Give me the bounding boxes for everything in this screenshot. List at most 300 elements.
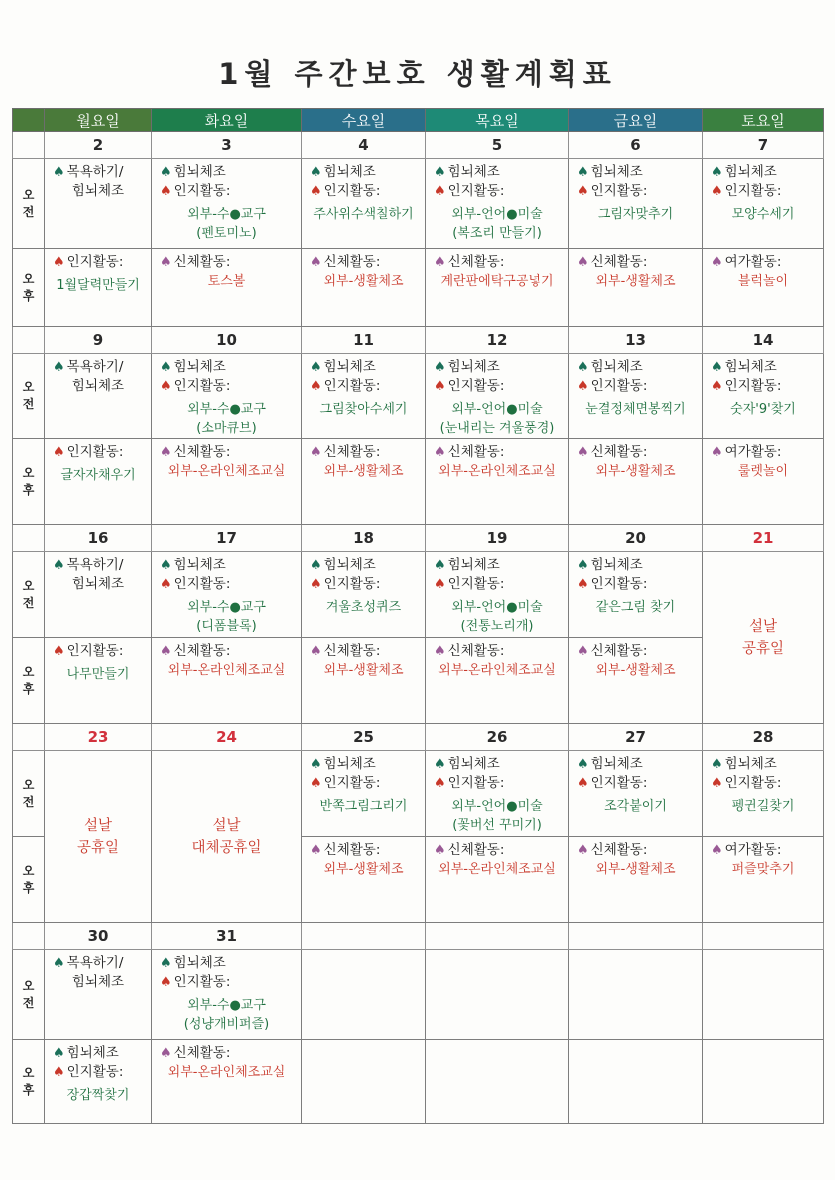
spade-red-icon: ♠ bbox=[577, 776, 589, 791]
activity-detail: (소마큐브) bbox=[196, 421, 257, 436]
period-char: 후 bbox=[22, 482, 35, 497]
activity-label: 인지활동: bbox=[173, 183, 231, 199]
morning-label bbox=[13, 159, 45, 249]
holiday-cell bbox=[45, 751, 152, 923]
activity-label: 신체활동: bbox=[323, 254, 381, 270]
spade-green-icon: ♠ bbox=[160, 558, 172, 573]
activity-label: 인지활동: bbox=[447, 775, 505, 791]
schedule-cell bbox=[302, 1040, 426, 1124]
activity-detail: 조각붙이기 bbox=[604, 799, 667, 814]
schedule-cell bbox=[302, 638, 426, 724]
morning-label bbox=[13, 950, 45, 1040]
period-char: 전 bbox=[22, 995, 35, 1010]
activity-label: 힘뇌체조 bbox=[173, 955, 226, 971]
activity bbox=[45, 249, 151, 295]
activity bbox=[569, 950, 702, 954]
schedule-cell bbox=[152, 439, 302, 525]
activity bbox=[302, 552, 425, 617]
activity-label: 인지활동: bbox=[323, 378, 381, 394]
date-cell: 21 bbox=[703, 525, 824, 552]
spade-red-icon: ♠ bbox=[160, 577, 172, 592]
schedule-cell bbox=[302, 552, 426, 638]
activity-detail: 외부-언어●미술 bbox=[451, 600, 543, 615]
activity-line bbox=[160, 358, 299, 377]
period-char: 후 bbox=[22, 681, 35, 696]
activity-line bbox=[53, 954, 149, 973]
activity bbox=[426, 249, 568, 291]
activity-label: 힘뇌체조 bbox=[323, 359, 376, 375]
activity bbox=[703, 1040, 823, 1044]
activity-line bbox=[434, 358, 566, 377]
spade-green-icon: ♠ bbox=[53, 165, 65, 180]
spade-red-icon: ♠ bbox=[160, 379, 172, 394]
spade-red-icon: ♠ bbox=[711, 776, 723, 791]
schedule-cell bbox=[152, 552, 302, 638]
activity-line bbox=[434, 575, 566, 594]
activity bbox=[45, 354, 151, 396]
activity-label: 인지활동: bbox=[173, 974, 231, 990]
period-char: 전 bbox=[22, 204, 35, 219]
date-cell: 3 bbox=[152, 132, 302, 159]
date-cell bbox=[426, 923, 569, 950]
activity bbox=[426, 638, 568, 680]
activity bbox=[45, 552, 151, 594]
schedule-cell bbox=[569, 950, 703, 1040]
activity-line bbox=[711, 377, 821, 396]
activity-line bbox=[434, 556, 566, 575]
activity-detail: 외부-수●교구 bbox=[187, 207, 266, 222]
activity bbox=[569, 638, 702, 680]
period-char: 후 bbox=[22, 1082, 35, 1097]
activity bbox=[569, 159, 702, 224]
activity-detail: 외부-생활체조 bbox=[595, 274, 676, 289]
activity bbox=[302, 1040, 425, 1044]
activity bbox=[426, 837, 568, 879]
activity-label: 힘뇌체조 bbox=[447, 557, 500, 573]
schedule-cell bbox=[152, 1040, 302, 1124]
activity-detail: 그림자맞추기 bbox=[597, 207, 674, 222]
spade-green-icon: ♠ bbox=[577, 558, 589, 573]
spade-purple-icon: ♠ bbox=[310, 445, 322, 460]
weekday-header: 토요일 bbox=[703, 109, 824, 132]
activity-line bbox=[160, 954, 299, 973]
spade-green-icon: ♠ bbox=[53, 956, 65, 971]
activity-label: 인지활동: bbox=[66, 643, 124, 659]
schedule-cell bbox=[302, 249, 426, 327]
activity-label: 인지활동: bbox=[590, 576, 648, 592]
activity-label: 신체활동: bbox=[447, 254, 505, 270]
afternoon-label bbox=[13, 837, 45, 923]
activity-detail: 펭귄길찾기 bbox=[731, 799, 795, 814]
schedule-cell bbox=[426, 159, 569, 249]
activity-label: 여가활동: bbox=[724, 444, 782, 460]
activity-label: 신체활동: bbox=[447, 444, 505, 460]
spade-red-icon: ♠ bbox=[160, 975, 172, 990]
spade-red-icon: ♠ bbox=[577, 577, 589, 592]
activity-label: 인지활동: bbox=[724, 378, 782, 394]
activity bbox=[569, 439, 702, 481]
schedule-cell bbox=[45, 249, 152, 327]
activity-detail: 외부-수●교구 bbox=[187, 402, 266, 417]
schedule-table bbox=[12, 108, 824, 1124]
spade-green-icon: ♠ bbox=[53, 1046, 65, 1061]
activity-line bbox=[53, 556, 149, 575]
spade-red-icon: ♠ bbox=[53, 644, 65, 659]
schedule-cell bbox=[302, 751, 426, 837]
schedule-cell bbox=[569, 837, 703, 923]
activity-label: 인지활동: bbox=[590, 183, 648, 199]
schedule-cell bbox=[703, 249, 824, 327]
activity bbox=[152, 159, 301, 243]
activity-line bbox=[577, 182, 700, 201]
activity-line bbox=[160, 377, 299, 396]
holiday-label: 설날 bbox=[212, 817, 241, 834]
activity-label: 인지활동: bbox=[724, 183, 782, 199]
schedule-cell bbox=[703, 950, 824, 1040]
date-corner bbox=[13, 327, 45, 354]
activity-line bbox=[310, 182, 423, 201]
activity-line bbox=[310, 253, 423, 272]
date-row bbox=[13, 327, 824, 354]
activity-detail: 장갑짝찾기 bbox=[66, 1088, 130, 1103]
activity bbox=[45, 1040, 151, 1105]
activity bbox=[152, 439, 301, 481]
activity-detail: 눈결정체면봉찍기 bbox=[585, 402, 686, 417]
activity-label: 신체활동: bbox=[323, 444, 381, 460]
activity-label: 힘뇌체조 bbox=[323, 756, 376, 772]
activity-line bbox=[160, 443, 299, 462]
activity-line bbox=[434, 443, 566, 462]
activity-label: 목욕하기/ bbox=[66, 557, 124, 573]
spade-purple-icon: ♠ bbox=[711, 843, 723, 858]
activity-line bbox=[310, 575, 423, 594]
date-cell: 13 bbox=[569, 327, 703, 354]
spade-green-icon: ♠ bbox=[434, 360, 446, 375]
activity-line bbox=[711, 163, 821, 182]
schedule-cell bbox=[569, 439, 703, 525]
activity-detail: 같은그림 찾기 bbox=[595, 600, 676, 615]
activity bbox=[569, 1040, 702, 1044]
period-char: 전 bbox=[22, 397, 35, 411]
activity-line bbox=[577, 253, 700, 272]
date-cell: 5 bbox=[426, 132, 569, 159]
activity-line bbox=[577, 755, 700, 774]
activity bbox=[302, 638, 425, 680]
spade-purple-icon: ♠ bbox=[160, 1046, 172, 1061]
spade-green-icon: ♠ bbox=[53, 558, 65, 573]
afternoon-row bbox=[13, 1040, 824, 1124]
activity-label: 신체활동: bbox=[447, 643, 505, 659]
period-char: 오 bbox=[22, 578, 35, 593]
holiday-cell bbox=[152, 751, 302, 923]
spade-red-icon: ♠ bbox=[711, 379, 723, 394]
activity-detail: (성냥개비퍼즐) bbox=[183, 1017, 270, 1032]
spade-purple-icon: ♠ bbox=[310, 644, 322, 659]
activity-detail: 외부-온라인체조교실 bbox=[167, 1065, 286, 1080]
holiday-label: 공휴일 bbox=[76, 839, 120, 856]
schedule-cell bbox=[302, 159, 426, 249]
schedule-cell bbox=[703, 751, 824, 837]
activity bbox=[302, 354, 425, 419]
date-cell: 19 bbox=[426, 525, 569, 552]
date-cell bbox=[569, 923, 703, 950]
schedule-cell bbox=[152, 354, 302, 439]
afternoon-label bbox=[13, 638, 45, 724]
activity-line bbox=[53, 1063, 149, 1082]
spade-purple-icon: ♠ bbox=[434, 843, 446, 858]
activity-detail: 반쪽그림그리기 bbox=[319, 799, 408, 814]
date-corner bbox=[13, 525, 45, 552]
activity-line bbox=[310, 755, 423, 774]
date-corner bbox=[13, 923, 45, 950]
spade-purple-icon: ♠ bbox=[310, 255, 322, 270]
schedule-cell bbox=[302, 354, 426, 439]
activity-label: 인지활동: bbox=[447, 183, 505, 199]
spade-green-icon: ♠ bbox=[711, 360, 723, 375]
activity bbox=[569, 751, 702, 816]
activity-line bbox=[434, 774, 566, 793]
activity-line bbox=[310, 163, 423, 182]
activity bbox=[426, 1040, 568, 1044]
schedule-cell bbox=[152, 249, 302, 327]
spade-red-icon: ♠ bbox=[310, 577, 322, 592]
spade-red-icon: ♠ bbox=[434, 577, 446, 592]
activity-detail: 외부-온라인체조교실 bbox=[438, 663, 556, 678]
morning-row bbox=[13, 159, 824, 249]
activity-line bbox=[53, 253, 149, 272]
activity-label: 신체활동: bbox=[173, 254, 231, 270]
spade-green-icon: ♠ bbox=[310, 165, 322, 180]
spade-green-icon: ♠ bbox=[310, 360, 322, 375]
activity-label: 힘뇌체조 bbox=[724, 756, 777, 772]
activity-detail: 외부-수●교구 bbox=[187, 600, 266, 615]
weekday-header: 금요일 bbox=[569, 109, 703, 132]
morning-label bbox=[13, 354, 45, 439]
holiday-label: 대체공휴일 bbox=[191, 839, 262, 856]
activity-line bbox=[434, 841, 566, 860]
activity-label: 힘뇌체조 bbox=[590, 756, 643, 772]
spade-red-icon: ♠ bbox=[434, 776, 446, 791]
activity bbox=[426, 439, 568, 481]
activity-line bbox=[577, 575, 700, 594]
activity-detail: 외부-생활체조 bbox=[595, 862, 676, 877]
activity-line bbox=[53, 1044, 149, 1063]
activity-label: 힘뇌체조 bbox=[323, 164, 376, 180]
spade-purple-icon: ♠ bbox=[577, 255, 589, 270]
date-cell bbox=[302, 923, 426, 950]
spade-red-icon: ♠ bbox=[577, 184, 589, 199]
schedule-cell bbox=[45, 439, 152, 525]
activity bbox=[152, 354, 301, 438]
date-cell: 28 bbox=[703, 724, 824, 751]
afternoon-label bbox=[13, 1040, 45, 1124]
spade-red-icon: ♠ bbox=[53, 255, 65, 270]
header-corner bbox=[13, 109, 45, 132]
activity-label: 힘뇌체조 bbox=[173, 359, 226, 375]
weekday-header: 목요일 bbox=[426, 109, 569, 132]
spade-red-icon: ♠ bbox=[577, 379, 589, 394]
date-cell: 23 bbox=[45, 724, 152, 751]
date-cell: 7 bbox=[703, 132, 824, 159]
period-char: 오 bbox=[22, 187, 35, 202]
holiday-cell bbox=[703, 552, 824, 724]
activity-line bbox=[310, 642, 423, 661]
activity-line bbox=[160, 642, 299, 661]
schedule-cell bbox=[569, 354, 703, 439]
activity-label: 인지활동: bbox=[173, 576, 231, 592]
spade-purple-icon: ♠ bbox=[160, 255, 172, 270]
schedule-cell bbox=[45, 552, 152, 638]
activity-line bbox=[577, 841, 700, 860]
date-cell: 26 bbox=[426, 724, 569, 751]
activity-line bbox=[577, 642, 700, 661]
morning-row bbox=[13, 552, 824, 638]
activity-label: 신체활동: bbox=[447, 842, 505, 858]
activity-detail: 외부-온라인체조교실 bbox=[438, 862, 556, 877]
activity-label: 인지활동: bbox=[724, 775, 782, 791]
holiday-label: 설날 bbox=[748, 618, 777, 635]
activity-detail: 외부-생활체조 bbox=[323, 862, 404, 877]
activity-line bbox=[577, 774, 700, 793]
activity-detail: 퍼즐맞추기 bbox=[731, 862, 795, 877]
schedule-cell bbox=[569, 638, 703, 724]
schedule-cell bbox=[703, 159, 824, 249]
activity bbox=[45, 439, 151, 485]
activity bbox=[426, 354, 568, 438]
spade-purple-icon: ♠ bbox=[577, 445, 589, 460]
activity-label: 인지활동: bbox=[590, 378, 648, 394]
date-cell: 31 bbox=[152, 923, 302, 950]
activity-label: 힘뇌체조 bbox=[724, 359, 777, 375]
activity-detail: 외부-온라인체조교실 bbox=[167, 663, 286, 678]
activity-detail: 숫자'9'찾기 bbox=[730, 402, 796, 417]
activity-label: 신체활동: bbox=[173, 1045, 231, 1061]
activity-detail: (눈내리는 겨울풍경) bbox=[439, 421, 555, 436]
schedule-cell bbox=[426, 249, 569, 327]
spade-green-icon: ♠ bbox=[711, 165, 723, 180]
activity-line bbox=[310, 443, 423, 462]
activity bbox=[703, 751, 823, 816]
holiday-label: 설날 bbox=[83, 817, 112, 834]
date-cell: 18 bbox=[302, 525, 426, 552]
activity-label: 힘뇌체조 bbox=[323, 557, 376, 573]
period-char: 전 bbox=[22, 794, 35, 809]
spade-green-icon: ♠ bbox=[310, 757, 322, 772]
weekday-header: 월요일 bbox=[45, 109, 152, 132]
afternoon-row bbox=[13, 439, 824, 525]
activity-line bbox=[711, 253, 821, 272]
activity bbox=[302, 950, 425, 954]
spade-red-icon: ♠ bbox=[160, 184, 172, 199]
activity-detail: 외부-언어●미술 bbox=[451, 402, 543, 417]
activity-detail: 외부-생활체조 bbox=[595, 464, 676, 479]
spade-red-icon: ♠ bbox=[53, 445, 65, 460]
activity-line bbox=[434, 182, 566, 201]
activity-label: 인지활동: bbox=[447, 576, 505, 592]
morning-label bbox=[13, 552, 45, 638]
activity-line bbox=[160, 575, 299, 594]
schedule-cell bbox=[426, 439, 569, 525]
schedule-cell bbox=[152, 950, 302, 1040]
activity-line bbox=[711, 358, 821, 377]
activity bbox=[302, 439, 425, 481]
schedule-cell bbox=[426, 950, 569, 1040]
date-cell: 20 bbox=[569, 525, 703, 552]
activity-label: 신체활동: bbox=[590, 254, 648, 270]
activity-line bbox=[711, 755, 821, 774]
activity-line bbox=[577, 556, 700, 575]
spade-green-icon: ♠ bbox=[434, 165, 446, 180]
activity-label: 신체활동: bbox=[173, 444, 231, 460]
spade-red-icon: ♠ bbox=[53, 1065, 65, 1080]
spade-red-icon: ♠ bbox=[310, 379, 322, 394]
afternoon-label bbox=[13, 249, 45, 327]
date-row bbox=[13, 525, 824, 552]
activity-detail: (펜토미노) bbox=[196, 226, 257, 241]
activity-label: 여가활동: bbox=[724, 254, 782, 270]
activity-detail: 외부-생활체조 bbox=[323, 464, 404, 479]
schedule-cell bbox=[703, 439, 824, 525]
period-char: 전 bbox=[22, 595, 35, 610]
period-char: 오 bbox=[22, 664, 35, 679]
date-row bbox=[13, 724, 824, 751]
morning-label bbox=[13, 751, 45, 837]
activity-line bbox=[160, 182, 299, 201]
activity-label: 힘뇌체조 bbox=[447, 359, 500, 375]
schedule-cell bbox=[302, 950, 426, 1040]
schedule-cell bbox=[45, 638, 152, 724]
schedule-cell bbox=[426, 837, 569, 923]
activity bbox=[45, 638, 151, 684]
activity-label: 목욕하기/ bbox=[66, 164, 124, 180]
activity-label: 인지활동: bbox=[323, 775, 381, 791]
page-title: 1월 주간보호 생활계획표 bbox=[218, 57, 617, 91]
spade-green-icon: ♠ bbox=[160, 165, 172, 180]
activity bbox=[426, 552, 568, 636]
activity-detail: 룰렛놀이 bbox=[737, 464, 789, 479]
activity bbox=[426, 751, 568, 835]
activity-detail: 글자자채우기 bbox=[60, 468, 136, 483]
period-char: 오 bbox=[22, 1065, 35, 1080]
date-row bbox=[13, 923, 824, 950]
activity bbox=[569, 837, 702, 879]
activity bbox=[152, 1040, 301, 1082]
activity-label: 인지활동: bbox=[447, 378, 505, 394]
date-cell: 11 bbox=[302, 327, 426, 354]
activity-detail: 토스볼 bbox=[207, 274, 246, 289]
date-cell: 14 bbox=[703, 327, 824, 354]
activity-line bbox=[160, 973, 299, 992]
activity-label: 힘뇌체조 bbox=[447, 756, 500, 772]
activity-detail: (디폼블록) bbox=[196, 619, 257, 634]
activity-label: 힘뇌체조 bbox=[590, 557, 643, 573]
activity-line bbox=[577, 443, 700, 462]
activity-detail: (꽃버선 꾸미기) bbox=[452, 818, 542, 833]
spade-purple-icon: ♠ bbox=[160, 644, 172, 659]
spade-green-icon: ♠ bbox=[160, 360, 172, 375]
activity-line bbox=[711, 841, 821, 860]
date-cell: 2 bbox=[45, 132, 152, 159]
spade-purple-icon: ♠ bbox=[711, 445, 723, 460]
activity-line bbox=[160, 556, 299, 575]
schedule-cell bbox=[569, 249, 703, 327]
schedule-cell bbox=[45, 354, 152, 439]
schedule-cell bbox=[152, 159, 302, 249]
activity-label: 인지활동: bbox=[66, 254, 124, 270]
spade-green-icon: ♠ bbox=[577, 757, 589, 772]
activity-detail: 외부-언어●미술 bbox=[451, 799, 543, 814]
spade-green-icon: ♠ bbox=[310, 558, 322, 573]
